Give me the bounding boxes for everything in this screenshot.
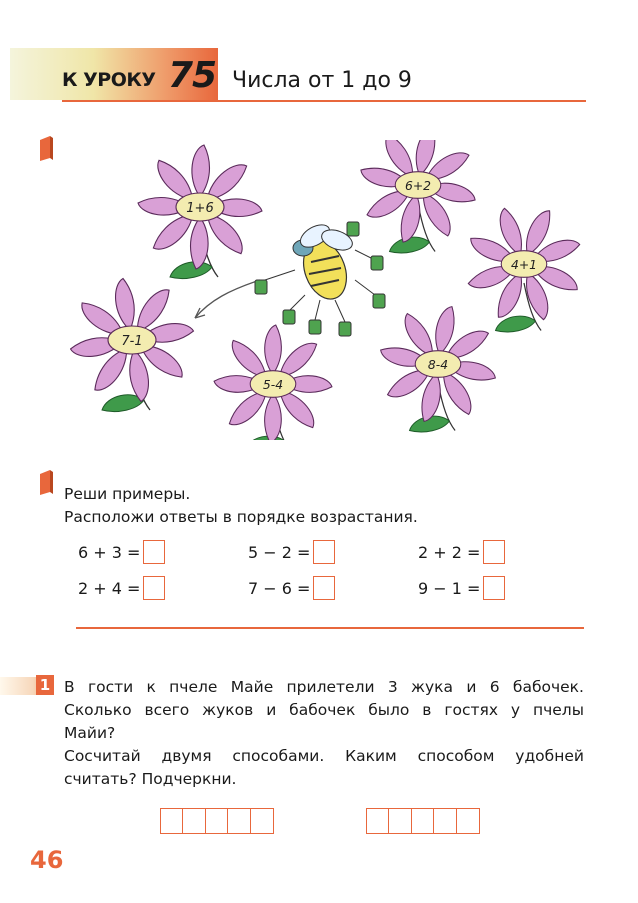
example <box>248 576 335 600</box>
example-expression: 2 + 4 = <box>78 578 141 598</box>
example-expression: 7 − 6 = <box>248 578 311 598</box>
bee-illustration <box>255 220 385 336</box>
word: жуков <box>202 701 254 719</box>
problem-line <box>64 676 584 699</box>
book-icon <box>38 468 54 496</box>
word: пчеле <box>169 678 218 696</box>
example-expression: 2 + 2 = <box>418 542 481 562</box>
task-instruction: Расположи ответы в порядке возрастания. <box>64 508 418 526</box>
answer-box[interactable] <box>313 540 335 564</box>
flower <box>214 325 332 440</box>
task-number: 1 <box>36 675 54 695</box>
leaf <box>496 316 536 332</box>
flower-expression: 1+6 <box>186 201 214 216</box>
word: у <box>510 701 521 719</box>
flower-expression: 4+1 <box>510 257 538 272</box>
problem-line: Майи? <box>64 724 116 742</box>
word: прилетели <box>286 678 375 696</box>
leaf <box>170 262 212 279</box>
word: и <box>466 678 477 696</box>
flower <box>379 305 498 432</box>
flower <box>70 277 195 411</box>
flower <box>359 140 478 253</box>
word: гостях <box>444 701 498 719</box>
word: всего <box>144 701 190 719</box>
word: Сколько <box>64 701 132 719</box>
header-divider <box>62 100 586 102</box>
answer-box[interactable] <box>483 576 505 600</box>
word: Каким <box>345 747 397 765</box>
flower <box>138 145 262 279</box>
example <box>248 540 335 564</box>
problem-text <box>64 676 584 791</box>
flower-expression: 6+2 <box>404 178 432 193</box>
petal <box>264 325 282 375</box>
problem-line <box>64 745 584 768</box>
flowers-illustration <box>70 140 590 440</box>
lesson-topic: Числа от 1 до 9 <box>232 68 412 93</box>
arrow <box>195 280 260 318</box>
word: бабочек. <box>512 678 584 696</box>
lesson-number: 75 <box>168 55 217 96</box>
example-expression: 9 − 1 = <box>418 578 481 598</box>
word: В <box>64 678 75 696</box>
flower-expression: 5-4 <box>262 377 284 392</box>
petal <box>192 145 210 197</box>
word: Сосчитай <box>64 747 141 765</box>
example <box>78 540 165 564</box>
leaf <box>245 436 285 440</box>
answer-box[interactable] <box>313 576 335 600</box>
word: к <box>146 678 156 696</box>
word: способами. <box>232 747 325 765</box>
flower <box>466 206 581 332</box>
petal <box>264 393 282 440</box>
example <box>418 540 505 564</box>
word: способом <box>417 747 495 765</box>
flower-expression: 8-4 <box>427 357 449 372</box>
word: в <box>422 701 432 719</box>
answer-cells-left[interactable] <box>160 808 272 834</box>
lesson-label: К УРОКУ <box>62 69 156 91</box>
word: удобней <box>515 747 584 765</box>
section-divider <box>76 627 584 629</box>
page-number: 46 <box>30 846 64 874</box>
word: и <box>266 701 277 719</box>
word: гости <box>87 678 134 696</box>
word: 6 <box>489 678 500 696</box>
word: пчелы <box>532 701 584 719</box>
answer-cells-right[interactable] <box>366 808 478 834</box>
answer-box[interactable] <box>143 540 165 564</box>
example <box>78 576 165 600</box>
problem-line: считать? Подчеркни. <box>64 770 237 788</box>
example-expression: 5 − 2 = <box>248 542 311 562</box>
petal <box>191 217 209 269</box>
answer-box[interactable] <box>483 540 505 564</box>
example-expression: 6 + 3 = <box>78 542 141 562</box>
example <box>418 576 505 600</box>
word: было <box>368 701 410 719</box>
book-icon <box>38 134 54 162</box>
word: двумя <box>161 747 212 765</box>
word: 3 <box>387 678 398 696</box>
flower-expression: 7-1 <box>121 334 143 349</box>
problem-line <box>64 699 584 722</box>
answer-box[interactable] <box>143 576 165 600</box>
task-instruction: Реши примеры. <box>64 485 191 503</box>
word: жука <box>411 678 454 696</box>
word: бабочек <box>289 701 356 719</box>
word: Майе <box>230 678 274 696</box>
